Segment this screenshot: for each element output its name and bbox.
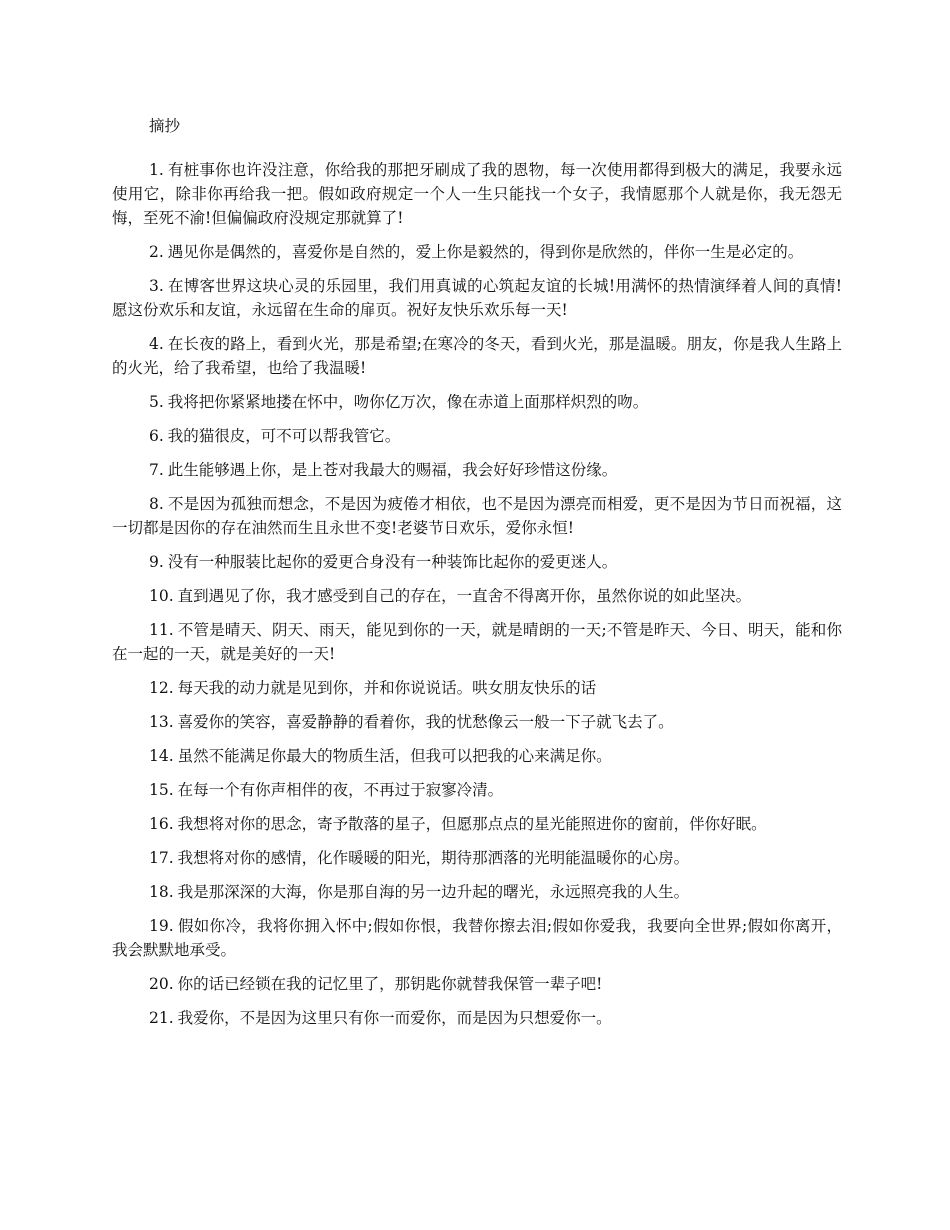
list-item bbox=[112, 778, 842, 802]
item-text: 不是因为孤独而想念，不是因为疲倦才相依，也不是因为漂亮而相爱，更不是因为节日而祝福，这一切都是因你的存在油然而生且永世不变!老婆节日欢乐，爱你永恒! bbox=[112, 495, 842, 537]
list-item bbox=[112, 158, 842, 230]
item-text: 没有一种服装比起你的爱更合身没有一种装饰比起你的爱更迷人。 bbox=[167, 553, 618, 571]
item-text: 我想将对你的思念，寄予散落的星子，但愿那点点的星光能照进你的窗前，伴你好眠。 bbox=[177, 815, 767, 833]
list-item bbox=[112, 274, 842, 322]
item-text: 我想将对你的感情，化作暖暖的阳光，期待那洒落的光明能温暖你的心房。 bbox=[177, 849, 690, 867]
document-heading: 摘抄 bbox=[149, 117, 181, 135]
item-number: 14. bbox=[149, 747, 174, 765]
item-number: 12. bbox=[149, 679, 174, 697]
item-number: 9. bbox=[149, 553, 164, 571]
list-item bbox=[112, 332, 842, 380]
item-number: 10. bbox=[149, 587, 174, 605]
list-item bbox=[112, 492, 842, 540]
item-number: 16. bbox=[149, 815, 174, 833]
list-item bbox=[112, 914, 842, 962]
list-item bbox=[112, 744, 842, 768]
list-item bbox=[112, 618, 842, 666]
list-item bbox=[112, 846, 842, 870]
item-number: 18. bbox=[149, 883, 174, 901]
item-number: 4. bbox=[149, 335, 164, 353]
item-number: 1. bbox=[149, 161, 164, 179]
list-item bbox=[112, 1006, 842, 1030]
item-text: 我将把你紧紧地搂在怀中，吻你亿万次，像在赤道上面那样炽烈的吻。 bbox=[167, 393, 649, 411]
item-number: 8. bbox=[149, 495, 164, 513]
item-number: 5. bbox=[149, 393, 164, 411]
list-item bbox=[112, 676, 842, 700]
document-page bbox=[112, 114, 842, 1040]
item-text: 虽然不能满足你最大的物质生活，但我可以把我的心来满足你。 bbox=[177, 747, 612, 765]
item-text: 此生能够遇上你，是上苍对我最大的赐福，我会好好珍惜这份缘。 bbox=[167, 461, 618, 479]
item-text: 你的话已经锁在我的记忆里了，那钥匙你就替我保管一辈子吧! bbox=[177, 975, 603, 993]
item-text: 在长夜的路上，看到火光，那是希望;在寒冷的冬天，看到火光，那是温暖。朋友，你是我人生路上的火光，给了我希望，也给了我温暖! bbox=[112, 335, 842, 377]
item-text: 有桩事你也许没注意，你给我的那把牙刷成了我的恩物，每一次使用都得到极大的满足，我要永远使用它，除非你再给我一把。假如政府规定一个人一生只能找一个女子，我情愿那个人就是你，我无怨无悔，至死不渝!但偏偏政府没规定那就算了! bbox=[112, 161, 842, 227]
item-text: 遇见你是偶然的，喜爱你是自然的，爱上你是毅然的，得到你是欣然的，伴你一生是必定的。 bbox=[167, 243, 804, 261]
list-item bbox=[112, 550, 842, 574]
list-item bbox=[112, 424, 842, 448]
item-text: 我爱你，不是因为这里只有你一而爱你，而是因为只想爱你一。 bbox=[177, 1009, 612, 1027]
list-item bbox=[112, 710, 842, 734]
item-text: 我是那深深的大海，你是那自海的另一边升起的曙光，永远照亮我的人生。 bbox=[177, 883, 690, 901]
list-item bbox=[112, 880, 842, 904]
item-number: 7. bbox=[149, 461, 164, 479]
item-number: 2. bbox=[149, 243, 164, 261]
list-item bbox=[112, 812, 842, 836]
list-item bbox=[112, 240, 842, 264]
item-number: 6. bbox=[149, 427, 164, 445]
item-text: 每天我的动力就是见到你，并和你说说话。哄女朋友快乐的话 bbox=[177, 679, 597, 697]
list-item bbox=[112, 972, 842, 996]
item-text: 在博客世界这块心灵的乐园里，我们用真诚的心筑起友谊的长城!用满怀的热情演绎着人间的真情!愿这份欢乐和友谊，永远留在生命的扉页。祝好友快乐欢乐每一天! bbox=[112, 277, 842, 319]
item-number: 3. bbox=[149, 277, 164, 295]
item-number: 11. bbox=[149, 621, 174, 639]
item-number: 17. bbox=[149, 849, 174, 867]
item-number: 20. bbox=[149, 975, 174, 993]
item-text: 喜爱你的笑容，喜爱静静的看着你，我的忧愁像云一般一下子就飞去了。 bbox=[177, 713, 674, 731]
item-number: 13. bbox=[149, 713, 174, 731]
item-text: 在每一个有你声相伴的夜，不再过于寂寥冷清。 bbox=[177, 781, 504, 799]
item-number: 21. bbox=[149, 1009, 174, 1027]
item-number: 15. bbox=[149, 781, 174, 799]
list-item bbox=[112, 584, 842, 608]
list-item bbox=[112, 390, 842, 414]
item-text: 不管是晴天、阴天、雨天，能见到你的一天，就是晴朗的一天;不管是昨天、今日、明天，能和你在一起的一天，就是美好的一天! bbox=[112, 621, 842, 663]
item-number: 19. bbox=[149, 917, 174, 935]
item-text: 直到遇见了你，我才感受到自己的存在，一直舍不得离开你，虽然你说的如此坚决。 bbox=[177, 587, 752, 605]
item-text: 我的猫很皮，可不可以帮我管它。 bbox=[167, 427, 401, 445]
list-item bbox=[112, 458, 842, 482]
item-text: 假如你冷，我将你拥入怀中;假如你恨，我替你擦去泪;假如你爱我，我要向全世界;假如你离开，我会默默地承受。 bbox=[112, 917, 842, 959]
